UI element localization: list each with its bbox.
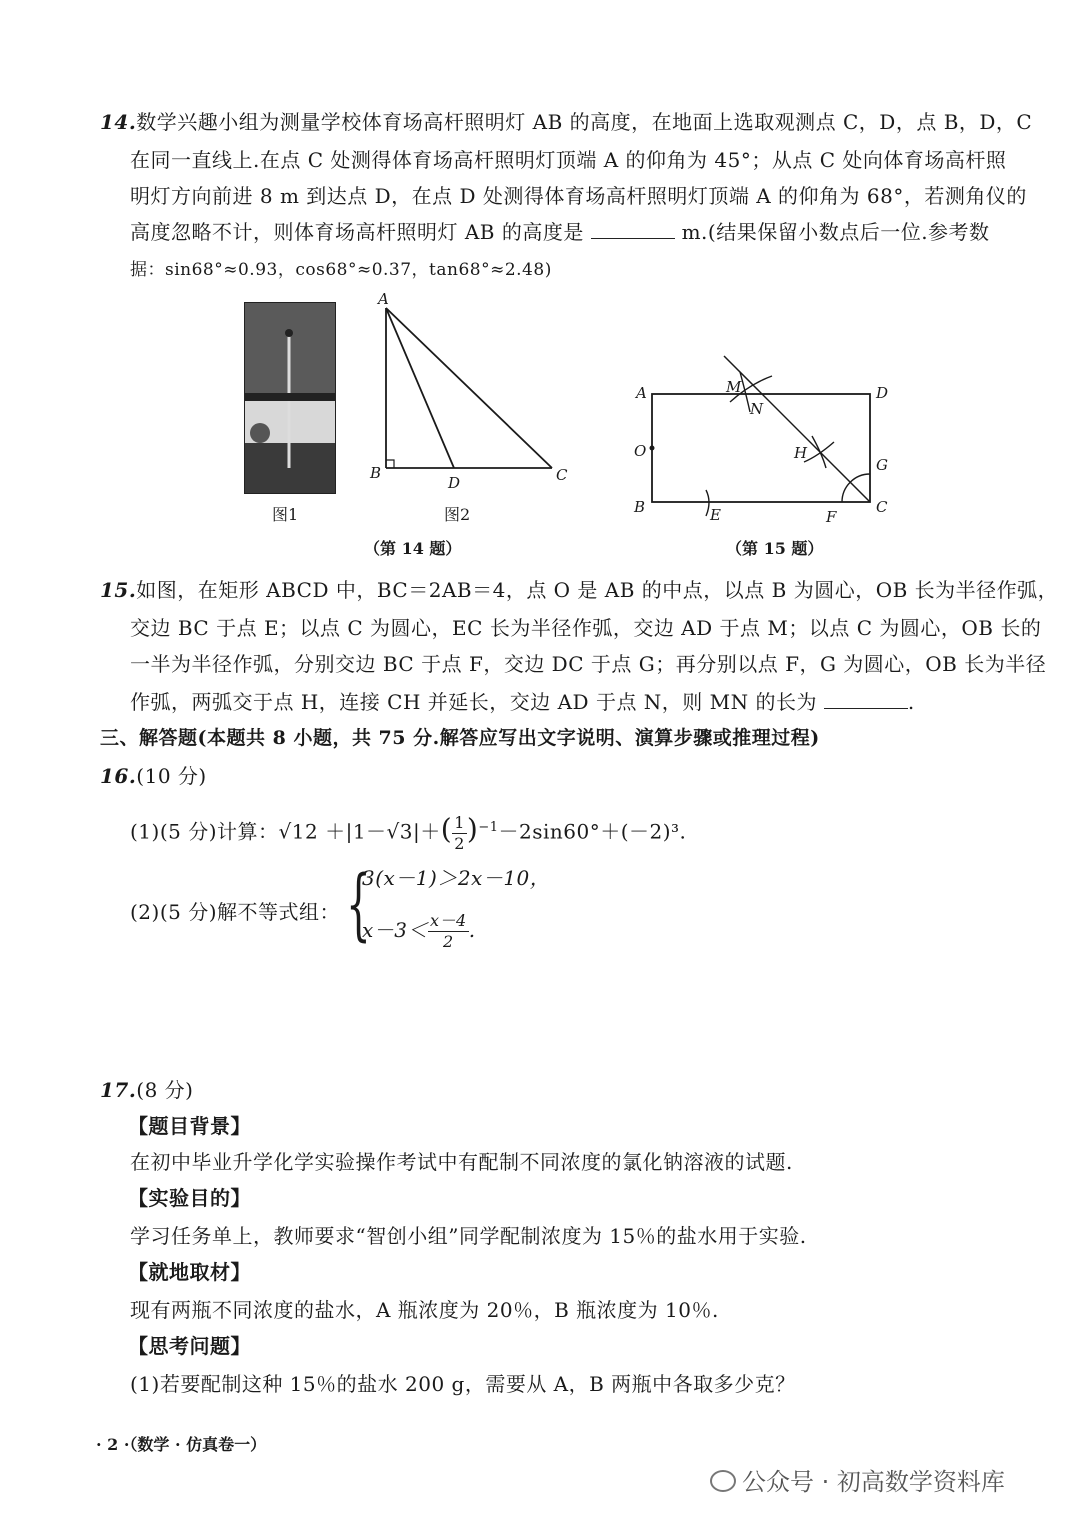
q16-part1: (1)(5 分)计算：√12 ＋|1－√3|＋( $\frac{1}{2}$ )$^{-1}$－2sin60°＋(－2)³. — [130, 812, 687, 853]
q14-label-C: C — [556, 466, 568, 484]
q15-label-M: M — [726, 378, 742, 396]
q17-heading-background: 【题目背景】 — [128, 1114, 251, 1138]
wechat-icon — [710, 1470, 736, 1492]
q14-answer-blank[interactable] — [591, 220, 675, 239]
q16-score: (10 分) — [136, 764, 207, 788]
q15-rectangle-figure — [626, 350, 906, 530]
q15-label-O: O — [634, 442, 647, 460]
q15-label-G: G — [876, 456, 888, 474]
q16-ineq2-frac-num: x－4 — [430, 911, 467, 930]
q14-line-3: 明灯方向前进 8 m 到达点 D，在点 D 处测得体育场高杆照明灯顶端 A 的仰角为 68°，若测角仪的 — [130, 184, 1027, 208]
q15-text-4: 作弧，两弧交于点 H，连接 CH 并延长，交边 AD 于点 N，则 MN 的长为 — [130, 690, 818, 714]
q16-header — [100, 762, 207, 790]
q16-ineq2-left: x－3＜ — [362, 918, 429, 942]
q16-p1-expr-a: √12 ＋|1－√3|＋ — [278, 819, 441, 844]
q14-label-D: D — [448, 474, 461, 492]
q14-line-2: 在同一直线上.在点 C 处测得体育场高杆照明灯顶端 A 的仰角为 45°；从点 C 处向体育场高杆照 — [130, 148, 1007, 172]
q14-number: 14. — [100, 110, 137, 134]
q16-p1-frac-den: 2 — [454, 833, 465, 853]
q15-label-D: D — [876, 384, 889, 402]
q15-label-H: H — [794, 444, 808, 462]
q15-number: 15. — [100, 578, 137, 602]
q15-label-N: N — [750, 400, 764, 418]
q14-triangle-figure — [360, 290, 590, 500]
watermark — [710, 1462, 1005, 1497]
section-3-heading: 三、解答题(本题共 8 小题，共 75 分.解答应写出文字说明、演算步骤或推理过程) — [100, 727, 820, 749]
q15-caption: （第 15 题） — [726, 539, 824, 558]
q15-line-2: 交边 BC 于点 E；以点 C 为圆心，EC 长为半径作弧，交边 AD 于点 M；以点 C 为圆心，OB 长的 — [130, 616, 1042, 640]
q15-text-1: 如图，在矩形 ABCD 中，BC＝2AB＝4，点 O 是 AB 的中点，以点 B 为圆心，OB 长为半径作弧， — [136, 578, 1059, 602]
q16-ineq2-period: . — [468, 918, 476, 942]
q14-photo-figure — [244, 302, 336, 494]
q16-p1-prefix: (1)(5 分)计算： — [130, 819, 279, 844]
q14-fig1-caption: 图1 — [272, 505, 299, 524]
q15-label-C: C — [876, 498, 888, 516]
q15-line-4 — [130, 688, 915, 716]
stadium-light-photo-icon — [245, 303, 335, 493]
q17-text-background: 在初中毕业升学化学实验操作考试中有配制不同浓度的氯化钠溶液的试题. — [130, 1150, 793, 1174]
q16-p1-expr-b: －2sin60°＋(－2)³. — [498, 819, 687, 844]
q16-p1-frac-num: 1 — [454, 812, 465, 832]
q14-text-4a: 高度忽略不计，则体育场高杆照明灯 AB 的高度是 — [130, 220, 584, 244]
q16-number: 16. — [100, 764, 137, 788]
q14-caption: （第 14 题） — [364, 539, 462, 558]
q17-text-question-1: (1)若要配制这种 15％的盐水 200 g，需要从 A，B 两瓶中各取多少克？ — [130, 1372, 796, 1396]
q17-header — [100, 1076, 193, 1104]
q16-ineq2-frac-den: 2 — [443, 932, 454, 951]
q14-fig2-caption: 图2 — [444, 505, 471, 524]
q15-answer-blank[interactable] — [824, 690, 908, 709]
q16-inequality-1: 3(x－1)＞2x－10， — [362, 866, 551, 890]
q15-label-F: F — [826, 508, 837, 526]
q14-label-A: A — [378, 290, 389, 308]
q16-p1-exponent: −1 — [478, 820, 499, 835]
q15-line-1 — [100, 576, 1058, 604]
q17-heading-questions: 【思考问题】 — [128, 1334, 251, 1358]
page-footer: · 2 ·（数学 · 仿真卷一） — [96, 1435, 267, 1454]
q16-brace: { — [346, 860, 371, 950]
q17-score: (8 分) — [136, 1078, 194, 1102]
q14-line-4 — [130, 218, 990, 246]
q15-line-3: 一半为半径作弧，分别交边 BC 于点 F，交边 DC 于点 G；再分别以点 F，G 为圆心，OB 长为半径 — [130, 652, 1047, 676]
q17-heading-purpose: 【实验目的】 — [128, 1186, 251, 1210]
q15-label-A: A — [636, 384, 647, 402]
q16-part2-prefix: (2)(5 分)解不等式组： — [130, 900, 341, 924]
q15-period: . — [907, 690, 915, 714]
q17-text-materials: 现有两瓶不同浓度的盐水，A 瓶浓度为 20％，B 瓶浓度为 10％. — [130, 1298, 719, 1322]
q17-heading-materials: 【就地取材】 — [128, 1260, 251, 1284]
q14-line-1 — [100, 108, 1032, 136]
q16-inequality-2 — [362, 910, 476, 952]
q14-line-5: 据：sin68°≈0.93，cos68°≈0.37，tan68°≈2.48) — [130, 260, 552, 280]
q15-label-E: E — [710, 506, 721, 524]
q15-label-B: B — [634, 498, 646, 516]
watermark-text: 公众号 · 初高数学资料库 — [742, 1468, 1005, 1496]
q14-text-1: 数学兴趣小组为测量学校体育场高杆照明灯 AB 的高度，在地面上选取观测点 C，D，点 B，D，C — [136, 110, 1033, 134]
q17-number: 17. — [100, 1078, 137, 1102]
q14-label-B: B — [370, 464, 382, 482]
q17-text-purpose: 学习任务单上，教师要求“智创小组”同学配制浓度为 15％的盐水用于实验. — [130, 1224, 807, 1248]
q14-text-4b: m.(结果保留小数点后一位.参考数 — [681, 220, 990, 244]
